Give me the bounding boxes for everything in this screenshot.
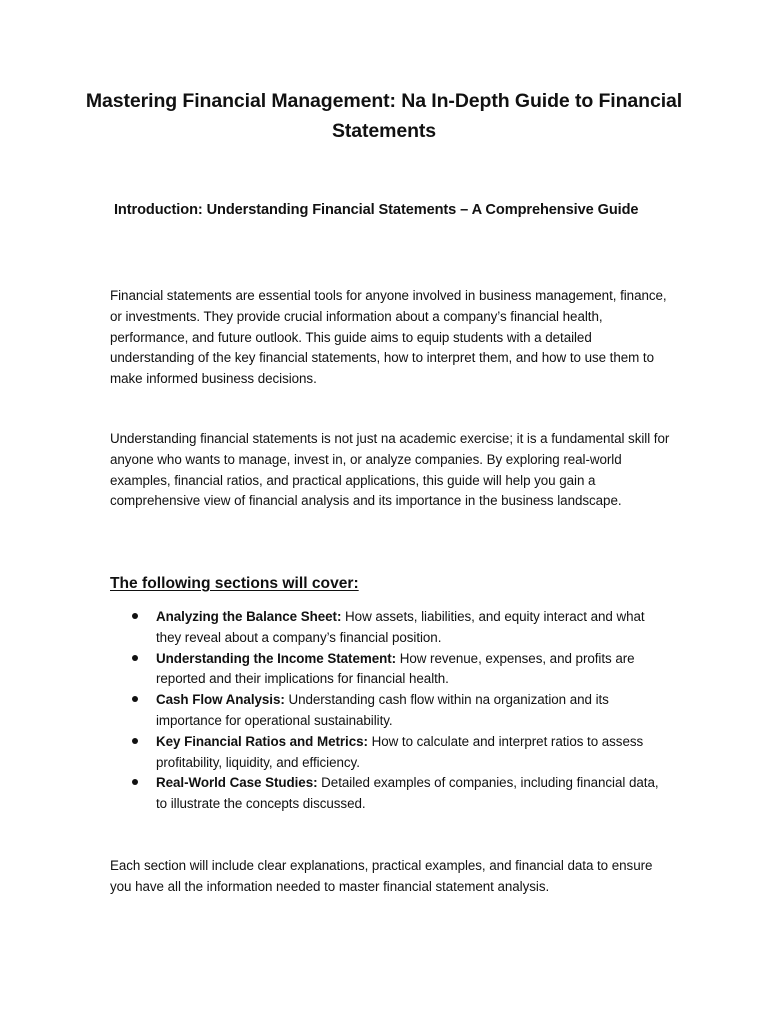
introduction-heading: Introduction: Understanding Financial Statements – A Comprehensive Guide — [110, 202, 639, 218]
list-item-cash-flow — [110, 690, 670, 732]
bullet-text: How to calculate and interpret ratios to assess profitability, liquidity, and efficiency. — [156, 733, 644, 770]
bullet-lead: Real-World Case Studies: — [156, 775, 318, 791]
sections-list — [110, 607, 670, 815]
bullet-icon — [132, 613, 138, 619]
bullet-icon — [132, 779, 138, 785]
intro-paragraph-2: Understanding financial statements is not just na academic exercise; it is a fundamental skill for anyone who wants to manage, invest in, or analyze companies. By exploring real-world examples, financial ratios, and practical applications, this guide will help you gain a comprehensive view of financial analysis and its importance in the business landscape. — [110, 431, 670, 509]
bullet-icon — [132, 696, 138, 702]
list-item-balance-sheet — [110, 607, 670, 649]
document-title: Mastering Financial Management: Na In-Depth Guide to Financial Statements — [85, 90, 683, 142]
bullet-lead: Analyzing the Balance Sheet: — [156, 609, 342, 624]
intro-paragraph-1: Financial statements are essential tools for anyone involved in business management, finance, or investments. They provide crucial information about a company’s financial health, performance, and future outlook. This guide aims to equip students with a detailed understanding of the key financial statements, how to interpret them, and how to use them to make informed business decisions. — [110, 288, 667, 387]
bullet-lead: Understanding the Income Statement: — [156, 650, 397, 666]
bullet-text: Understanding cash flow within na organization and its importance for operational sustainability. — [156, 692, 609, 728]
closing-paragraph: Each section will include clear explanations, practical examples, and financial data to ensure you have all the information needed to master financial statement analysis. — [110, 858, 653, 894]
bullet-text: Detailed examples of companies, including financial data, to illustrate the concepts discussed. — [156, 775, 659, 812]
list-item-ratios — [110, 732, 670, 774]
bullet-icon — [132, 738, 138, 744]
list-item-income-statement — [110, 649, 670, 691]
list-item-case-studies — [110, 773, 670, 815]
bullet-lead: Key Financial Ratios and Metrics: — [156, 733, 368, 749]
bullet-text: How assets, liabilities, and equity interact and what they reveal about a company’s financial position. — [156, 609, 645, 645]
bullet-lead: Cash Flow Analysis: — [156, 692, 285, 708]
bullet-icon — [132, 655, 138, 661]
bullet-text: How revenue, expenses, and profits are reported and their implications for financial health. — [156, 650, 635, 687]
sections-heading: The following sections will cover: — [110, 575, 359, 592]
